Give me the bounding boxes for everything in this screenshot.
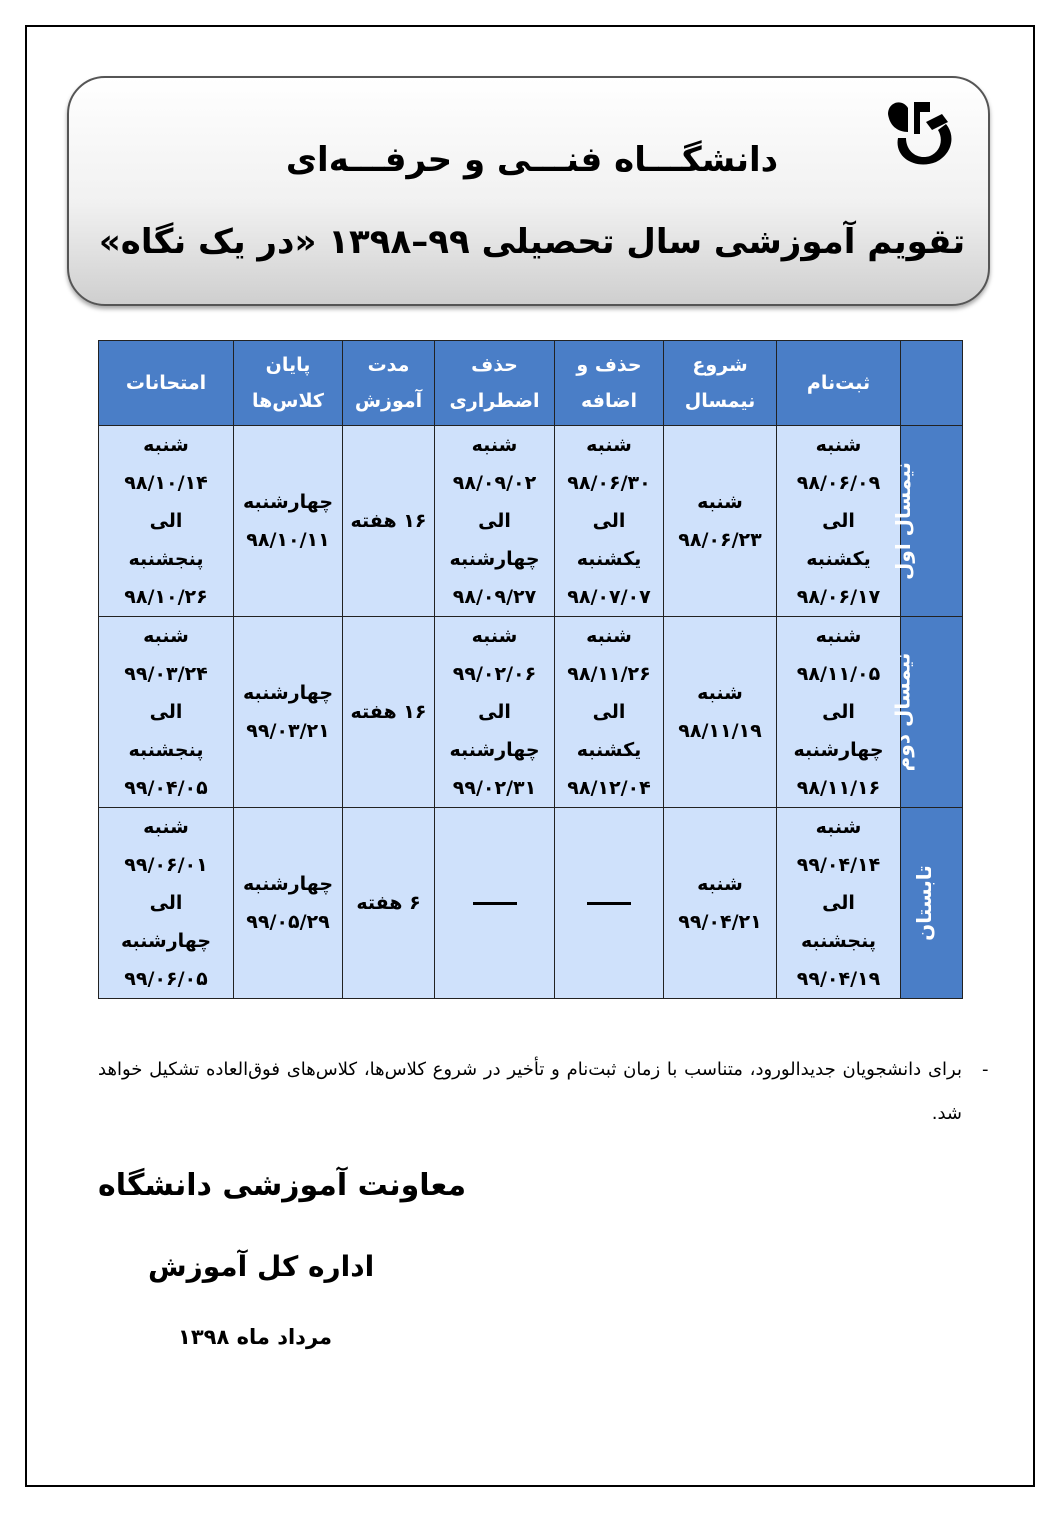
table-header	[99, 341, 963, 426]
signature-office: معاونت آموزشی دانشگاه	[98, 1168, 467, 1203]
column-header-text: نیمسال	[684, 390, 756, 412]
cell-text: ۹۸/۱۱/۱۶	[796, 777, 881, 799]
table-cell	[234, 426, 343, 617]
cell-text: ۹۸/۱۰/۱۱	[246, 529, 330, 551]
cell-text: ۹۹/۰۶/۰۱	[124, 854, 208, 876]
cell-text: ۹۸/۱۱/۰۵	[796, 663, 881, 685]
column-header-text: اضافه	[581, 390, 637, 412]
cell-text: چهارشنبه	[120, 930, 212, 952]
note-bullet: -	[982, 1059, 989, 1080]
cell-text: ۹۹/۰۲/۳۱	[452, 777, 537, 799]
column-header	[343, 341, 435, 426]
table-cell	[435, 426, 555, 617]
cell-text: پنجشنبه	[801, 930, 876, 952]
table-row	[99, 808, 963, 999]
cell-text: ۹۹/۰۲/۰۶	[452, 663, 537, 685]
cell-text: ۹۸/۱۱/۱۹	[678, 720, 762, 742]
cell-text: ۹۹/۰۵/۲۹	[246, 911, 330, 933]
cell-text: چهارشنبه	[793, 739, 884, 761]
cell-text: ۹۸/۰۶/۱۷	[796, 586, 881, 608]
cell-text: یکشنبه	[806, 548, 871, 570]
column-header	[234, 341, 343, 426]
cell-text: چهارشنبه	[449, 739, 540, 761]
cell-text: الی	[478, 701, 511, 723]
cell-text: ۱۶ هفته	[350, 701, 427, 723]
table-cell	[234, 617, 343, 808]
title-banner	[67, 76, 990, 306]
column-header-text: حذف	[471, 354, 518, 376]
cell-text: ۹۸/۰۶/۲۳	[678, 529, 762, 551]
table-cell	[99, 617, 234, 808]
table-cell	[343, 426, 435, 617]
cell-text: شنبه	[143, 625, 189, 647]
table-cell	[777, 808, 901, 999]
row-label-cell	[890, 617, 963, 808]
cell-text: شنبه	[471, 434, 518, 456]
column-header-text: مدت	[367, 354, 410, 376]
table-cell	[343, 617, 435, 808]
cell-text: شنبه	[815, 434, 862, 456]
cell-text: شنبه	[586, 625, 632, 647]
cell-text: شنبه	[143, 816, 189, 838]
university-title: دانشگـــاه فنـــی و حرفـــه‌ای	[285, 140, 779, 180]
cell-text: الی	[478, 510, 511, 532]
signature-date: مرداد ماه ۱۳۹۸	[178, 1325, 333, 1349]
column-header	[435, 341, 555, 426]
cell-text: یکشنبه	[576, 739, 642, 761]
cell-text: شنبه	[815, 625, 862, 647]
header-row	[99, 341, 963, 426]
table-cell	[234, 808, 343, 999]
cell-text: چهارشنبه	[242, 873, 334, 895]
term-label: تابستان	[912, 864, 937, 941]
cell-text: الی	[592, 701, 626, 723]
term-label: نیمسال دوم	[890, 652, 915, 771]
column-header-text: آموزش	[354, 390, 423, 412]
column-header-text: حذف و	[576, 354, 642, 376]
cell-text: شنبه	[697, 682, 743, 704]
table-cell	[664, 426, 777, 617]
column-header-text: اضطراری	[449, 390, 540, 412]
column-header-text: کلاس‌ها	[251, 390, 324, 412]
column-header-text: امتحانات	[125, 372, 207, 394]
row-label-cell	[901, 808, 963, 999]
header-corner	[901, 341, 963, 426]
column-header-text: شروع	[692, 354, 748, 376]
cell-text: الی	[149, 892, 183, 914]
cell-text: ۹۹/۰۴/۰۵	[124, 777, 208, 799]
cell-text: ۶ هفته	[356, 892, 421, 914]
table-cell	[99, 426, 234, 617]
empty-dash	[587, 902, 631, 905]
cell-text: چهارشنبه	[449, 548, 540, 570]
table-cell	[343, 808, 435, 999]
cell-text: ۹۸/۱۰/۱۴	[124, 472, 208, 494]
table-row	[99, 426, 963, 617]
cell-text: پنجشنبه	[128, 739, 204, 761]
empty-dash	[473, 902, 517, 905]
table-cell	[435, 617, 555, 808]
term-label: نیمسال اول	[891, 461, 916, 580]
cell-text: ۹۸/۰۶/۳۰	[567, 472, 651, 494]
cell-text: شنبه	[815, 816, 862, 838]
cell-text: ۹۸/۰۶/۰۹	[796, 472, 881, 494]
cell-text: الی	[822, 510, 855, 532]
row-label-cell	[891, 426, 963, 617]
table-cell	[664, 617, 777, 808]
table-row	[99, 617, 963, 808]
cell-text: ۹۹/۰۶/۰۵	[124, 968, 208, 990]
table-cell	[555, 808, 664, 999]
table-cell	[99, 808, 234, 999]
cell-text: ۹۹/۰۴/۱۹	[796, 968, 881, 990]
cell-text: چهارشنبه	[242, 682, 334, 704]
cell-text: شنبه	[143, 434, 189, 456]
cell-text: ۹۹/۰۳/۲۴	[124, 663, 208, 685]
cell-text: ۹۸/۰۷/۰۷	[567, 586, 651, 608]
table-body	[99, 426, 963, 999]
cell-text: الی	[822, 892, 855, 914]
cell-text: الی	[149, 701, 183, 723]
column-header	[777, 341, 901, 426]
cell-text: شنبه	[697, 491, 743, 513]
cell-text: شنبه	[586, 434, 632, 456]
table-cell	[664, 808, 777, 999]
cell-text: پنجشنبه	[128, 548, 204, 570]
column-header	[664, 341, 777, 426]
column-header-text: پایان	[265, 354, 311, 376]
table-cell	[435, 808, 555, 999]
academic-calendar-table	[98, 340, 963, 999]
cell-text: ۹۹/۰۴/۱۴	[796, 854, 881, 876]
cell-text: ۹۸/۱۰/۲۶	[124, 586, 208, 608]
column-header	[99, 341, 234, 426]
cell-text: ۱۶ هفته	[350, 510, 427, 532]
cell-text: الی	[592, 510, 626, 532]
column-header-text: ثبت‌نام	[806, 372, 871, 394]
signature-department: اداره کل آموزش	[148, 1250, 375, 1283]
cell-text: یکشنبه	[576, 548, 642, 570]
cell-text: ۹۹/۰۳/۲۱	[246, 720, 330, 742]
cell-text: ۹۸/۰۹/۲۷	[452, 586, 537, 608]
cell-text: ۹۸/۱۱/۲۶	[567, 663, 651, 685]
table-cell	[555, 426, 664, 617]
cell-text: ۹۹/۰۴/۲۱	[678, 911, 762, 933]
cell-text: الی	[149, 510, 183, 532]
cell-text: شنبه	[471, 625, 518, 647]
column-header	[555, 341, 664, 426]
cell-text: شنبه	[697, 873, 743, 895]
note-text: برای دانشجویان جدیدالورود، متناسب با زمان ثبت‌نام و تأخیر در شروع کلاس‌ها، کلاس‌های فوق‌العاده تشکیل خواهد شد.	[98, 1059, 962, 1124]
calendar-subtitle: تقویم آموزشی سال تحصیلی ۹۹–۱۳۹۸ «در یک نگاه»	[98, 222, 966, 262]
cell-text: ۹۸/۱۲/۰۴	[567, 777, 651, 799]
table-cell	[555, 617, 664, 808]
cell-text: چهارشنبه	[242, 491, 334, 513]
cell-text: ۹۸/۰۹/۰۲	[452, 472, 537, 494]
cell-text: الی	[822, 701, 855, 723]
